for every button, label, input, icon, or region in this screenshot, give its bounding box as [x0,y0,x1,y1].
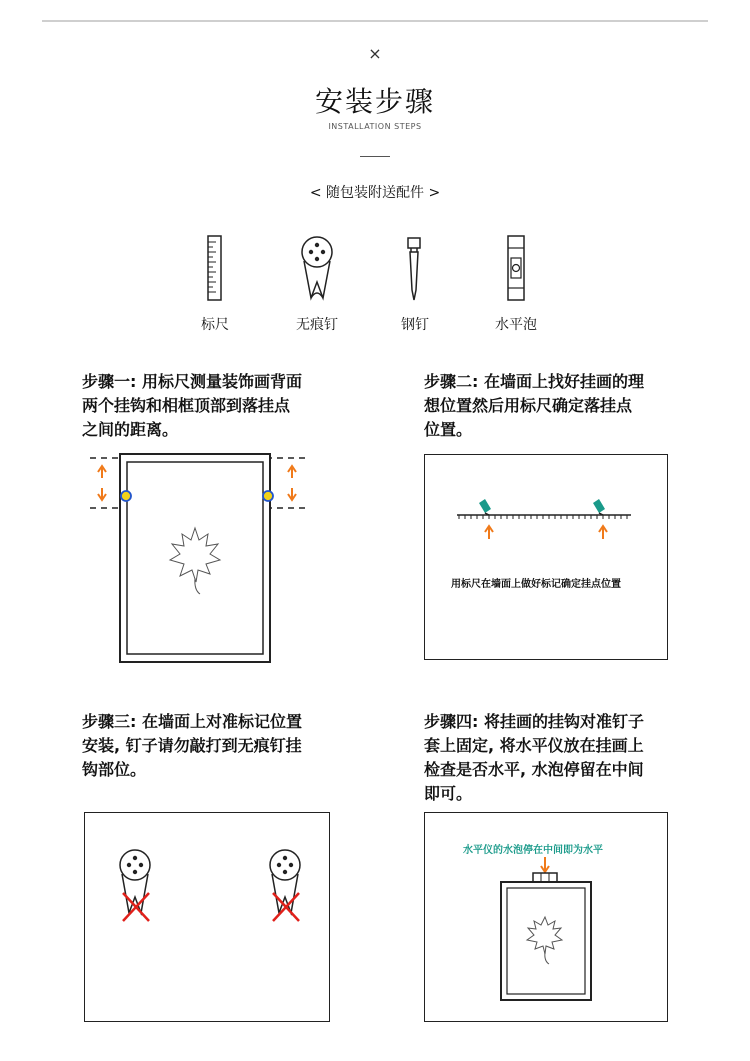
marker-pen-icon [593,499,605,515]
step2-line: 步骤二: 在墙面上找好挂画的理 [424,372,644,391]
step3-illustration [84,812,330,1022]
step3-line: 钩部位。 [82,760,147,779]
title-underline [360,156,390,157]
step4-line: 步骤四: 将挂画的挂钩对准钉子 [424,712,644,731]
step1-diagram [82,448,322,670]
accessory-label: 无痕钉 [296,317,338,333]
step4-line: 套上固定, 将水平仪放在挂画上 [424,736,644,755]
top-divider [42,20,708,22]
step4-caption: 水平仪的水泡停在中间即为水平 [463,845,603,856]
step4-text [424,710,644,806]
accessory-label: 水平泡 [495,317,537,333]
step2-diagram [425,455,666,545]
level-icon [533,873,557,882]
traceless-nail-icon [272,234,362,304]
level-icon [471,234,561,304]
traceless-nail-icon [270,850,300,913]
accessory-traceless-nail [272,234,362,334]
step3-line: 步骤三: 在墙面上对准标记位置 [82,712,302,731]
close-icon[interactable]: × [368,44,382,63]
step3-line: 安装, 钉子请勿敲打到无痕钉挂 [82,736,302,755]
accessories-title: < 随包装附送配件 > [309,185,441,201]
accessory-level [471,234,561,334]
cross-mark-icon [273,893,299,921]
step2-line: 想位置然后用标尺确定落挂点 [424,396,633,415]
cross-mark-icon [123,893,149,921]
accessory-label: 钢钉 [401,317,429,333]
page-subtitle: INSTALLATION STEPS [328,122,422,131]
step1-line: 两个挂钩和相框顶部到落挂点 [82,396,291,415]
step3-text [82,710,302,782]
step2-caption: 用标尺在墙面上做好标记确定挂点位置 [451,579,621,590]
steel-nail-icon [370,234,460,304]
step1-illustration [82,448,322,670]
step3-diagram [85,813,328,943]
step4-line: 即可。 [424,784,473,803]
marker-pen-icon [479,499,491,515]
step1-text [82,370,302,442]
step1-line: 步骤一: 用标尺测量装饰画背面 [82,372,302,391]
ruler-icon [170,234,260,304]
accessory-ruler [170,234,260,334]
step4-illustration [424,812,668,1022]
step1-line: 之间的距离。 [82,420,179,439]
step2-text [424,370,644,442]
traceless-nail-icon [120,850,150,913]
accessory-steel-nail [370,234,460,334]
accessory-label: 标尺 [201,317,229,333]
step2-line: 位置。 [424,420,473,439]
step4-line: 检查是否水平, 水泡停留在中间 [424,760,644,779]
page-title: 安装步骤 [314,85,435,118]
step4-diagram [425,813,666,1020]
step2-illustration [424,454,668,660]
